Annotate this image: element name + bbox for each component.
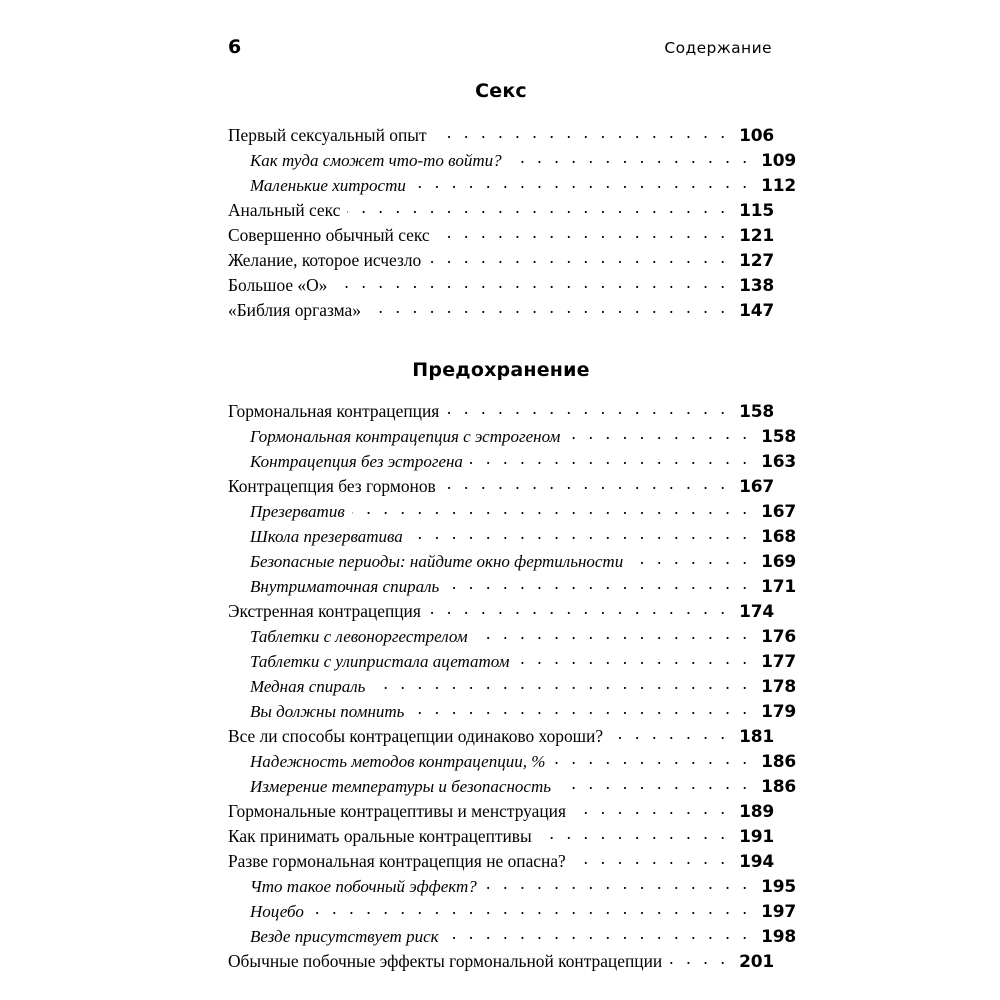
- toc-entry-label: Первый сексуальный опыт: [228, 125, 427, 145]
- toc-entry-page-number: 167: [761, 502, 796, 522]
- toc-entry-label: Везде присутствует риск: [250, 927, 439, 946]
- toc-entry-page-number: 189: [739, 802, 774, 822]
- toc-section-title: Предохранение: [412, 359, 590, 381]
- toc-entry-label: Медная спираль: [250, 677, 366, 696]
- toc-entry-label: Маленькие хитрости: [250, 176, 406, 195]
- toc-entry-page-number: 186: [761, 777, 796, 797]
- dot-leader: [437, 224, 729, 241]
- toc-entry[interactable]: [228, 899, 796, 924]
- toc-entry-page-number: 138: [739, 276, 774, 296]
- toc-entry-label: Школа презерватива: [250, 527, 403, 546]
- dot-leader: [411, 700, 751, 717]
- toc-entry-label: Презерватив: [250, 502, 345, 521]
- dot-leader: [410, 525, 751, 542]
- toc-entry-page-number: 171: [761, 577, 796, 597]
- toc-entry-page-number: 201: [739, 952, 774, 972]
- toc-entry[interactable]: [228, 549, 796, 574]
- toc-entry-page-number: 163: [761, 452, 796, 472]
- dot-leader: [552, 750, 751, 767]
- toc-entry[interactable]: [228, 148, 796, 173]
- toc-entry-label: Вы должны помнить: [250, 702, 405, 721]
- toc-entry[interactable]: [228, 499, 796, 524]
- toc-entry[interactable]: [228, 874, 796, 899]
- toc-entry-page-number: 158: [761, 427, 796, 447]
- toc-entry-page-number: 112: [761, 176, 796, 196]
- toc-entry[interactable]: [228, 524, 796, 549]
- toc-entry[interactable]: [228, 849, 774, 874]
- toc-entry[interactable]: [228, 599, 774, 624]
- toc-entry-label: Гормональная контрацепция: [228, 401, 440, 421]
- toc-entry[interactable]: [228, 724, 774, 749]
- dot-leader: [428, 600, 729, 617]
- toc-entry[interactable]: [228, 949, 774, 974]
- toc-entry-page-number: 198: [761, 927, 796, 947]
- toc-entry-page-number: 121: [739, 226, 774, 246]
- toc-entry-label: Гормональная контрацепция с эстрогеном: [250, 427, 561, 446]
- toc-entry-label: Надежность методов контрацепции, %: [250, 752, 546, 771]
- toc-entry[interactable]: [228, 624, 796, 649]
- dot-leader: [484, 875, 751, 892]
- toc-entry-page-number: 167: [739, 477, 774, 497]
- toc-entry[interactable]: [228, 824, 774, 849]
- toc-entry-page-number: 158: [739, 402, 774, 422]
- toc-entry-label: Совершенно обычный секс: [228, 225, 430, 245]
- toc-entry[interactable]: [228, 924, 796, 949]
- toc-entry[interactable]: [228, 173, 796, 198]
- toc-entry-label: Контрацепция без эстрогена: [250, 452, 463, 471]
- toc-entry-label: Контрацепция без гормонов: [228, 476, 436, 496]
- toc-entry-label: Таблетки с левоноргестрелом: [250, 627, 468, 646]
- dot-leader: [428, 249, 729, 266]
- toc-entry-label: Таблетки с улипристала ацетатом: [250, 652, 510, 671]
- toc-entry-label: Обычные побочные эффекты гормональной контрацепции: [228, 951, 663, 971]
- toc-entry-page-number: 174: [739, 602, 774, 622]
- toc-entry-page-number: 115: [739, 201, 774, 221]
- dot-leader: [446, 400, 729, 417]
- toc-entry-label: «Библия оргазма»: [228, 300, 361, 320]
- dot-leader: [446, 925, 751, 942]
- dot-leader: [573, 850, 729, 867]
- toc-entry[interactable]: [228, 749, 796, 774]
- dot-leader: [509, 149, 751, 166]
- toc-entry[interactable]: [228, 449, 796, 474]
- dot-leader: [347, 199, 729, 216]
- dot-leader: [352, 500, 751, 517]
- toc-section: [228, 359, 796, 974]
- toc-entry[interactable]: [228, 248, 774, 273]
- toc-entry[interactable]: [228, 298, 774, 323]
- toc-entry-label: Анальный секс: [228, 200, 341, 220]
- toc-entry-page-number: 106: [739, 126, 774, 146]
- toc-entry-page-number: 127: [739, 251, 774, 271]
- toc-entry-page-number: 197: [761, 902, 796, 922]
- dot-leader: [446, 575, 751, 592]
- toc-entry-label: Разве гормональная контрацепция не опасна?: [228, 851, 566, 871]
- toc-entry-page-number: 176: [761, 627, 796, 647]
- toc-entry-page-number: 178: [761, 677, 796, 697]
- dot-leader: [413, 174, 751, 191]
- toc-entry-page-number: 191: [739, 827, 774, 847]
- dot-leader: [475, 625, 751, 642]
- toc-entry[interactable]: [228, 198, 774, 223]
- toc-entry-page-number: 181: [739, 727, 774, 747]
- toc-entry-label: Экстренная контрацепция: [228, 601, 421, 621]
- toc-entry[interactable]: [228, 123, 774, 148]
- toc-entry[interactable]: [228, 799, 774, 824]
- toc-entry[interactable]: [228, 699, 796, 724]
- toc-entry[interactable]: [228, 574, 796, 599]
- dot-leader: [443, 475, 729, 492]
- toc-entry-label: Все ли способы контрацепции одинаково хороши?: [228, 726, 604, 746]
- running-head: [228, 38, 772, 66]
- toc-entry-label: Ноцебо: [250, 902, 304, 921]
- toc-entry-page-number: 186: [761, 752, 796, 772]
- toc-entry[interactable]: [228, 474, 774, 499]
- dot-leader: [567, 425, 751, 442]
- dot-leader: [517, 650, 751, 667]
- toc-entry-page-number: 109: [761, 151, 796, 171]
- toc-entry-page-number: 177: [761, 652, 796, 672]
- toc-entry-label: Желание, которое исчезло: [228, 250, 422, 270]
- toc-entry-page-number: 179: [761, 702, 796, 722]
- dot-leader: [539, 825, 729, 842]
- toc-entry[interactable]: [228, 649, 796, 674]
- dot-leader: [368, 299, 729, 316]
- toc-entry-label: Безопасные периоды: найдите окно фертильности: [250, 552, 624, 571]
- toc-entry-label: Гормональные контрацептивы и менструация: [228, 801, 566, 821]
- toc-entry-label: Внутриматочная спираль: [250, 577, 440, 596]
- dot-leader: [558, 775, 751, 792]
- running-head-title: Содержание: [664, 39, 772, 57]
- toc-entry-page-number: 168: [761, 527, 796, 547]
- toc-entry[interactable]: [228, 399, 774, 424]
- toc-entry-page-number: 194: [739, 852, 774, 872]
- toc-entry-label: Как принимать оральные контрацептивы: [228, 826, 532, 846]
- toc-entry-page-number: 147: [739, 301, 774, 321]
- toc-entry-label: Что такое побочный эффект?: [250, 877, 477, 896]
- page-folio-number: 6: [228, 36, 242, 58]
- table-of-contents: [228, 80, 796, 974]
- toc-entry[interactable]: [228, 273, 774, 298]
- dot-leader: [334, 274, 729, 291]
- toc-entry-label: Как туда сможет что-то войти?: [250, 151, 502, 170]
- toc-entry-page-number: 169: [761, 552, 796, 572]
- toc-section: [228, 80, 796, 323]
- dot-leader: [372, 675, 751, 692]
- dot-leader: [470, 450, 751, 467]
- toc-entry[interactable]: [228, 424, 796, 449]
- toc-entry-label: Измерение температуры и безопасность: [250, 777, 551, 796]
- toc-entry-page-number: 195: [761, 877, 796, 897]
- toc-entry[interactable]: [228, 774, 796, 799]
- dot-leader: [630, 550, 751, 567]
- dot-leader: [610, 725, 729, 742]
- toc-entry[interactable]: [228, 223, 774, 248]
- dot-leader: [669, 950, 729, 967]
- dot-leader: [573, 800, 729, 817]
- toc-entry[interactable]: [228, 674, 796, 699]
- dot-leader: [311, 900, 751, 917]
- toc-section-title: Секс: [475, 80, 527, 102]
- dot-leader: [434, 124, 729, 141]
- toc-entry-label: Большое «О»: [228, 275, 328, 295]
